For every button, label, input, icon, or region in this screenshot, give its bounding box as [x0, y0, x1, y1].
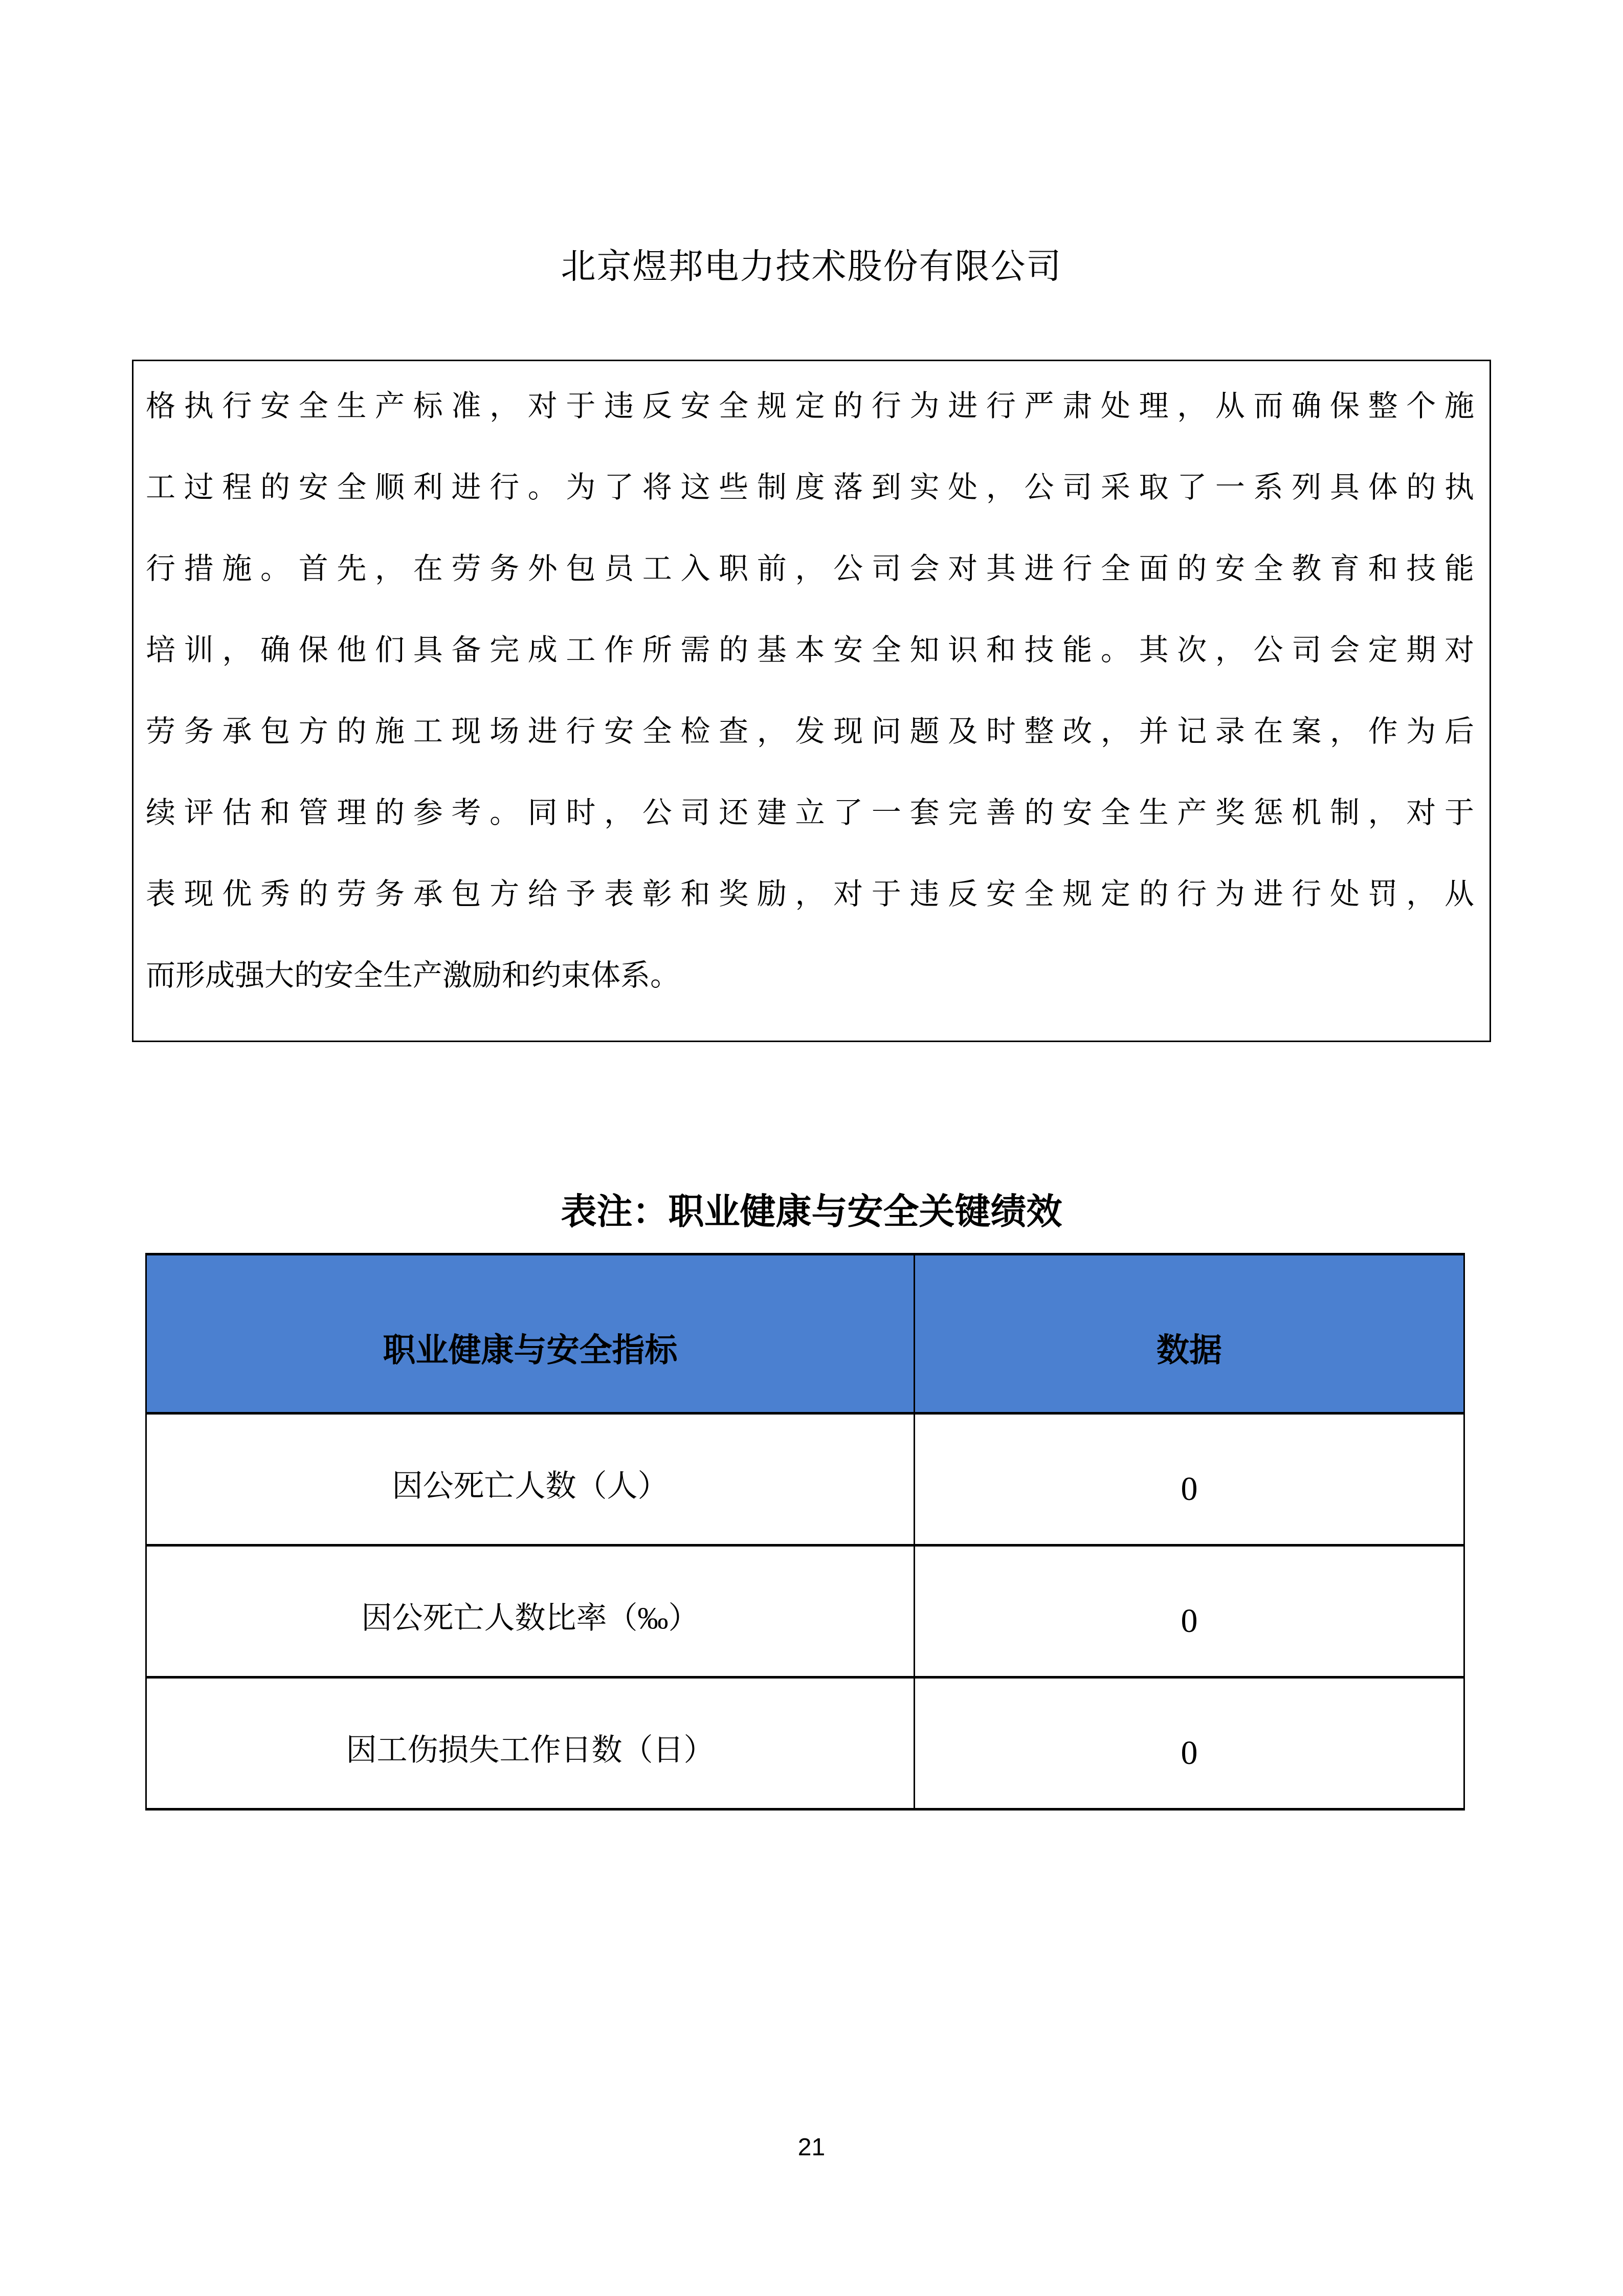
paragraph-line: 工过程的安全顺利进行。为了将这些制度落到实处，公司采取了一系列具体的执 — [146, 471, 1474, 504]
table-caption: 表注：职业健康与安全关键绩效 — [561, 1193, 1062, 1232]
paragraph-line: 劳务承包方的施工现场进行安全检查，发现问题及时整改，并记录在案，作为后 — [146, 715, 1474, 748]
page-title: 北京煜邦电力技术股份有限公司 — [561, 247, 1062, 286]
header-cell-indicator: 职业健康与安全指标 — [146, 1254, 915, 1414]
paragraph-line: 表现优秀的劳务承包方给予表彰和奖励，对于违反安全规定的行为进行处罚，从 — [146, 877, 1474, 911]
paragraph-box — [132, 360, 1491, 1042]
paragraph-line: 行措施。首先，在劳务外包员工入职前，公司会对其进行全面的安全教育和技能 — [146, 552, 1474, 585]
kpi-table — [145, 1253, 1465, 1811]
paragraph-line: 续评估和管理的参考。同时，公司还建立了一套完善的安全生产奖惩机制，对于 — [146, 796, 1474, 829]
table-row — [146, 1677, 1464, 1809]
table-header-row — [146, 1254, 1464, 1414]
cell-value: 0 — [915, 1546, 1464, 1677]
table-row — [146, 1414, 1464, 1546]
header-cell-value: 数据 — [915, 1254, 1464, 1414]
cell-value: 0 — [915, 1414, 1464, 1546]
page-number: 21 — [797, 2134, 826, 2161]
paragraph-line: 格执行安全生产标准，对于违反安全规定的行为进行严肃处理，从而确保整个施 — [146, 389, 1474, 423]
table-row — [146, 1546, 1464, 1677]
paragraph-line: 培训，确保他们具备完成工作所需的基本安全知识和技能。其次，公司会定期对 — [146, 633, 1474, 667]
cell-value: 0 — [915, 1677, 1464, 1809]
cell-indicator: 因公死亡人数比率（‰） — [146, 1546, 915, 1677]
cell-indicator: 因工伤损失工作日数（日） — [146, 1677, 915, 1809]
paragraph-line: 而形成强大的安全生产激励和约束体系。 — [146, 959, 680, 992]
cell-indicator: 因公死亡人数（人） — [146, 1414, 915, 1546]
